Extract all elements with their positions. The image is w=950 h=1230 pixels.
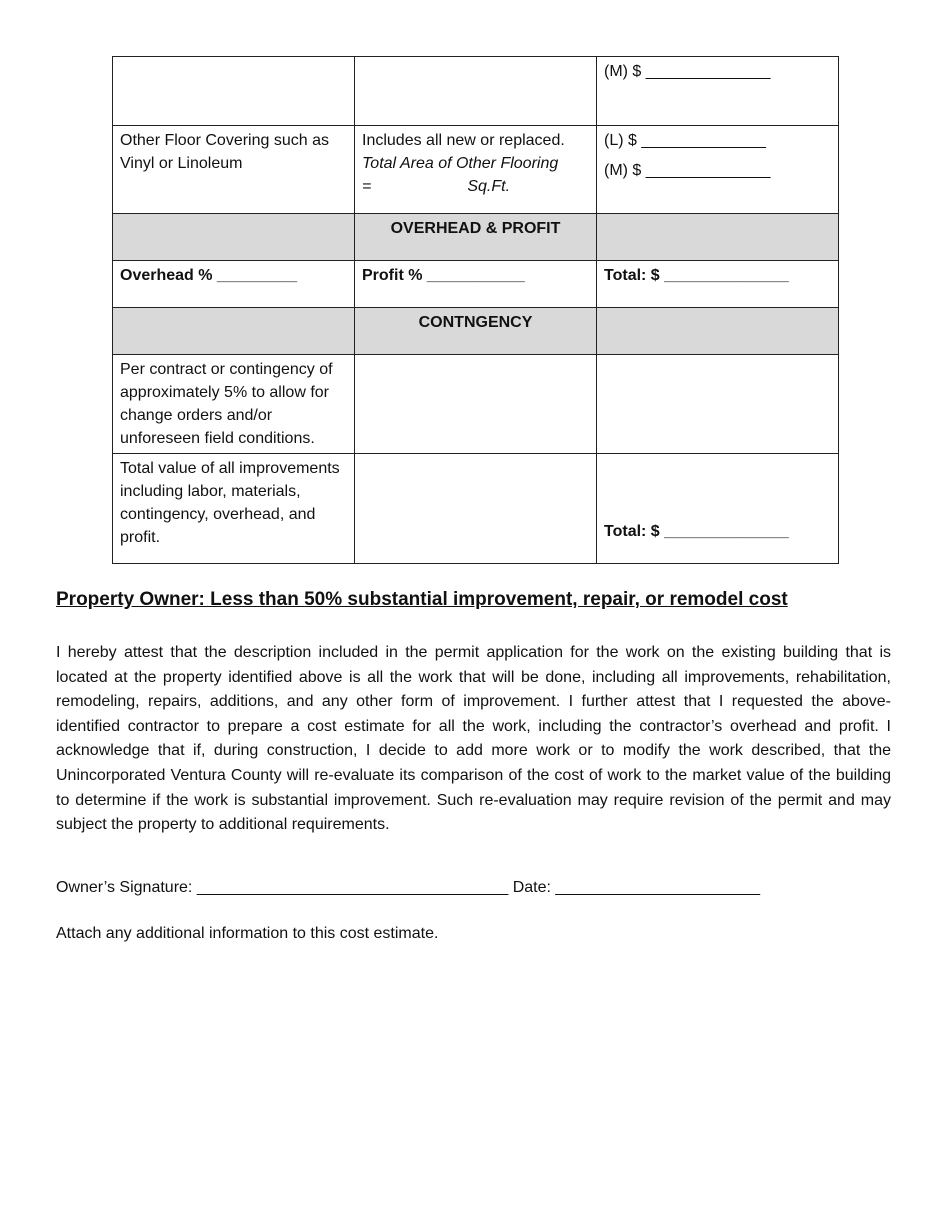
owner-attestation-text: I hereby attest that the description included in the permit application for the work on the existing building that is located at the property identified above is all the work that will be done, including all improvements, rehabilitation, remodeling, repairs, additions, and any other form of improvement. I further attest that I requested the above-identified contractor to prepare a cost estimate for all the work, including the contractor’s overhead and profit. I acknowledge that if, during construction, I decide to add more work or to modify the work described, that the Unincorporated Ventura County will re-evaluate its comparison of the cost of work to the market value of the building to determine if the work is substantial improvement. Such re-evaluation may require revision of the permit and may subject the property to additional requirements. [56,644,891,834]
cost-estimate-table [112,56,839,564]
other-flooring-details [355,126,597,214]
area-field[interactable] [362,175,589,198]
table-row [113,126,839,214]
contingency-cost-field[interactable] [597,355,839,454]
overhead-profit-row [113,261,839,308]
contingency-header-row [113,308,839,355]
table-row [113,57,839,126]
owner-section-heading: Property Owner: Less than 50% substantial improvement, repair, or remodel cost [56,589,788,610]
includes-note: Includes all new or replaced. [362,132,565,149]
attach-info-note: Attach any additional information to this cost estimate. [56,925,439,942]
overhead-profit-heading: OVERHEAD & PROFIT [355,214,597,261]
area-label: Total Area of Other Flooring [362,155,559,172]
area-unit: Sq.Ft. [467,178,511,195]
owner-signature-date-line[interactable]: Owner’s Signature: ___________________________________ Date: _______________________ [56,879,761,896]
contingency-row [113,355,839,454]
contingency-heading: CONTNGENCY [355,308,597,355]
overhead-total-field[interactable]: Total: $ ______________ [597,261,839,308]
overhead-percent-field[interactable]: Overhead % _________ [113,261,355,308]
item-cell [113,57,355,126]
other-floor-covering-label: Other Floor Covering such as Vinyl or Linoleum [113,126,355,214]
contingency-details-field[interactable] [355,355,597,454]
contingency-description: Per contract or contingency of approximately 5% to allow for change orders and/or unforeseen field conditions. [113,355,355,454]
profit-percent-field[interactable]: Profit % ___________ [355,261,597,308]
header-spacer [113,214,355,261]
materials-cost-field[interactable]: (M) $ ______________ [604,162,771,179]
header-spacer [597,308,839,355]
area-equals: = [362,178,372,195]
materials-cost-field[interactable] [597,57,839,126]
labor-cost-field[interactable]: (L) $ ______________ [604,132,766,149]
grand-total-description: Total value of all improvements including labor, materials, contingency, overhead, and profit. [113,454,355,564]
overhead-profit-header-row [113,214,839,261]
header-spacer [597,214,839,261]
grand-total-row [113,454,839,564]
grand-total-details-field[interactable] [355,454,597,564]
flooring-costs [597,126,839,214]
header-spacer [113,308,355,355]
details-cell [355,57,597,126]
grand-total-field[interactable]: Total: $ ______________ [597,454,839,564]
materials-cost-label: (M) $ ______________ [604,63,771,80]
